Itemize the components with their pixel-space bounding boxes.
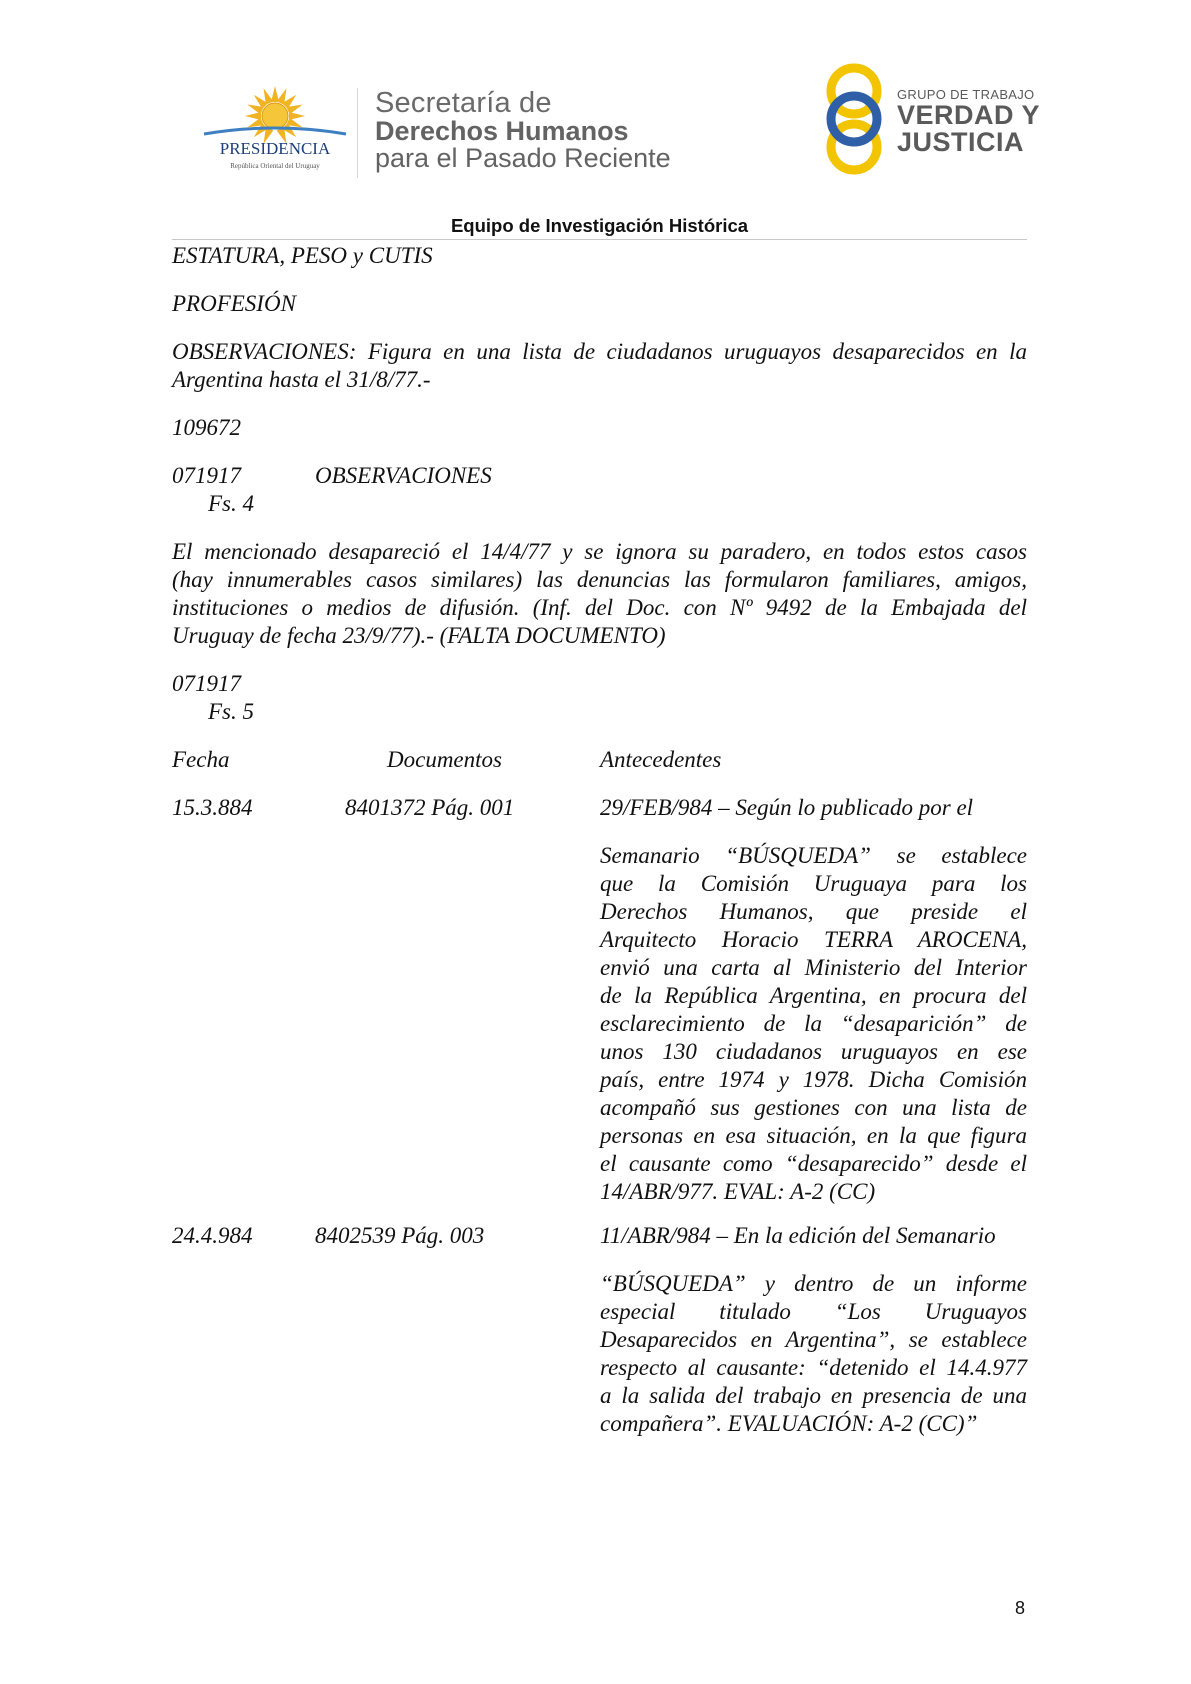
antecedente-line: a la salida del trabajo en presencia de una: [600, 1383, 1027, 1408]
antecedente-line: Arquitecto Horacio TERRA AROCENA,: [600, 927, 1027, 952]
antecedente-line: “BÚSQUEDA” y dentro de un informe: [600, 1271, 1027, 1296]
antecedente-line: compañera”. EVALUACIÓN: A-2 (CC)”: [600, 1411, 978, 1436]
antecedente-line: que la Comisión Uruguaya para los: [600, 871, 1027, 896]
grupo-line2: VERDAD Y: [897, 100, 1041, 130]
ref1-fs: Fs. 4: [208, 491, 254, 516]
svg-text:PRESIDENCIA: PRESIDENCIA: [219, 139, 331, 158]
antecedente-line: Derechos Humanos, que preside el: [600, 899, 1027, 924]
paragraph-line: instituciones o medios de difusión. (Inf. del Doc. con Nº 9492 de la Embajada del: [172, 595, 1027, 620]
antecedente-line: de la República Argentina, en procura del: [600, 983, 1027, 1008]
secretaria-line2: Derechos Humanos: [375, 116, 629, 146]
header-divider: [357, 88, 358, 178]
row-antecedente-first: 29/FEB/984 – Según lo publicado por el: [600, 795, 974, 820]
paragraph-line: El mencionado desapareció el 14/4/77 y se ignora su paradero, en todos estos casos: [172, 539, 1027, 564]
row-fecha: 15.3.884: [172, 795, 253, 820]
row-antecedente-first: 11/ABR/984 – En la edición del Semanario: [600, 1223, 996, 1248]
antecedente-line: unos 130 ciudadanos uruguayos en ese: [600, 1039, 1027, 1064]
grupo-line3: JUSTICIA: [897, 127, 1025, 157]
antecedente-line: Desaparecidos en Argentina”, se establece: [600, 1327, 1027, 1352]
secretaria-logo: [375, 88, 671, 172]
antecedente-line: acompañó sus gestiones con una lista de: [600, 1095, 1027, 1120]
presidencia-logo: [196, 82, 354, 178]
grupo-line1: GRUPO DE TRABAJO: [897, 87, 1035, 102]
observaciones-line2: Argentina hasta el 31/8/77.-: [172, 367, 431, 392]
ref2-fs: Fs. 5: [208, 699, 254, 724]
row-fecha: 24.4.984: [172, 1223, 253, 1248]
header-title: Equipo de Investigación Histórica: [450, 215, 749, 236]
row-documento: 8402539 Pág. 003: [315, 1223, 485, 1248]
svg-text:República Oriental del Uruguay: República Oriental del Uruguay: [230, 162, 320, 170]
record-number: 109672: [172, 415, 241, 440]
antecedente-line: personas en esa situación, en la que figura: [600, 1123, 1027, 1148]
paragraph-line: (hay innumerables casos similares) las denuncias las formularon familiares, amigos,: [172, 567, 1027, 592]
antecedente-line: Semanario “BÚSQUEDA” se establece: [600, 843, 1027, 868]
antecedente-line: especial titulado “Los Uruguayos: [600, 1299, 1027, 1324]
ref2-code: 071917: [172, 671, 241, 696]
paragraph-line: Uruguay de fecha 23/9/77).- (FALTA DOCUMENTO): [172, 623, 666, 648]
sun-icon: [245, 86, 305, 145]
antecedente-line: envió una carta al Ministerio del Interior: [600, 955, 1027, 980]
antecedente-line: el causante como “desaparecido” desde el: [600, 1151, 1027, 1176]
antecedente-line: país, entre 1974 y 1978. Dicha Comisión: [600, 1067, 1027, 1092]
header-documentos: Documentos: [387, 747, 502, 772]
header-fecha: Fecha: [172, 747, 230, 772]
page-number: 8: [1015, 1598, 1026, 1618]
antecedente-line: 14/ABR/977. EVAL: A-2 (CC): [600, 1179, 876, 1204]
profesion-label: PROFESIÓN: [172, 291, 296, 316]
antecedente-line: esclarecimiento de la “desaparición” de: [600, 1011, 1027, 1036]
row-documento: 8401372 Pág. 001: [345, 795, 515, 820]
estatura-label: ESTATURA, PESO y CUTIS: [172, 243, 433, 268]
ref1-code: 071917: [172, 463, 241, 488]
secretaria-line3: para el Pasado Reciente: [375, 143, 671, 173]
header-antecedentes: Antecedentes: [600, 747, 722, 772]
ref1-label: OBSERVACIONES: [315, 463, 492, 488]
header-rule: [172, 239, 1027, 240]
grupo-trabajo-text: [897, 88, 1040, 156]
antecedente-line: respecto al causante: “detenido el 14.4.977: [600, 1355, 1027, 1380]
observaciones-line1: OBSERVACIONES: Figura en una lista de ciudadanos uruguayos desaparecidos en la: [172, 339, 1027, 364]
secretaria-line1: Secretaría de: [375, 87, 552, 119]
